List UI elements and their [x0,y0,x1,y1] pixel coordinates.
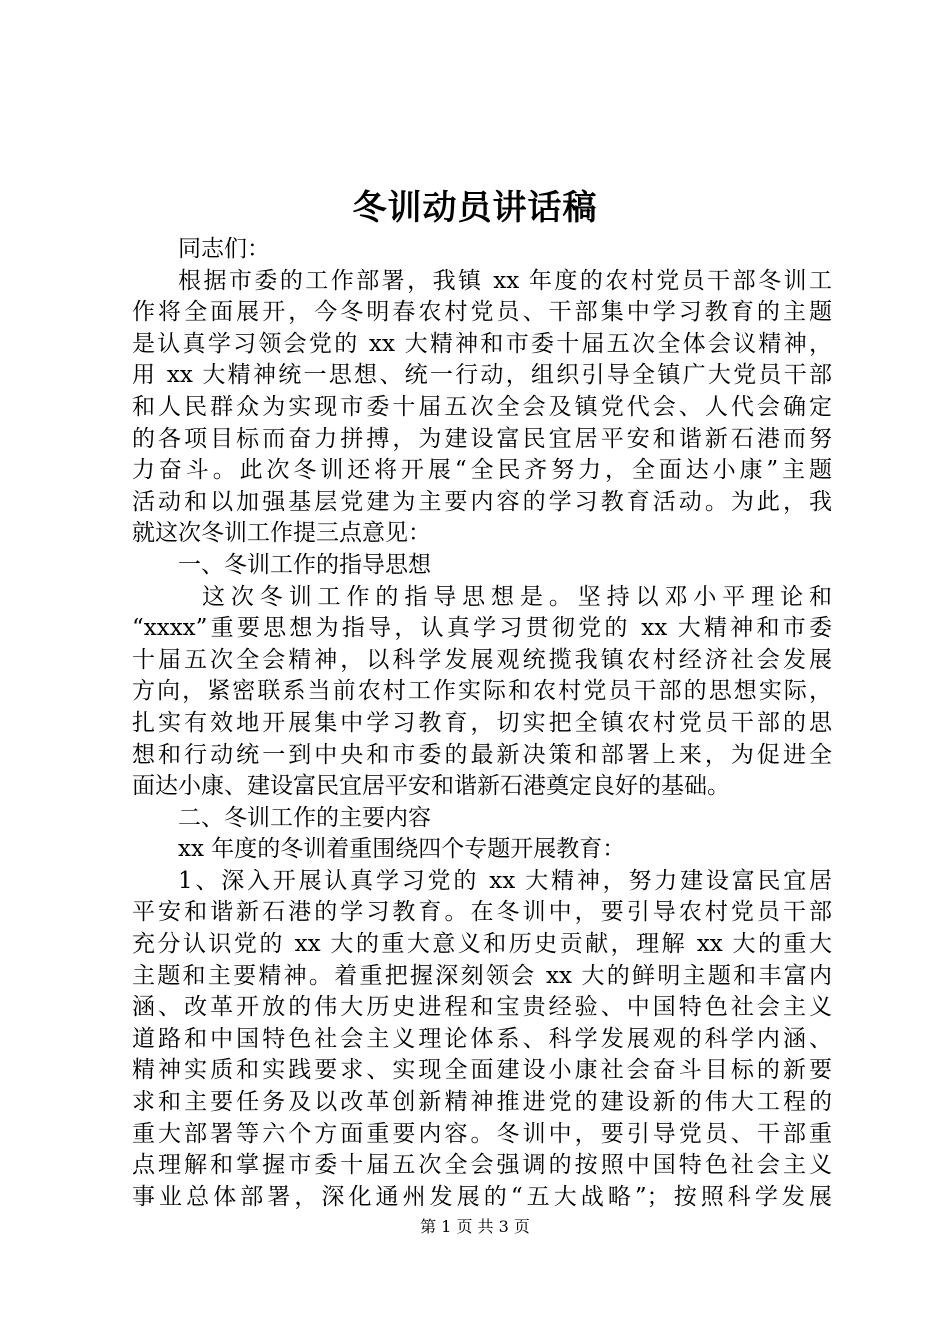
section-heading: 一、冬训工作的指导思想 [178,551,431,578]
text-line: 用 xx 大精神统一思想、统一行动，组织引导全镇广大党员干部 [132,362,832,389]
text-line: 是认真学习领会党的 xx 大精神和市委十届五次全体会议精神， [132,330,832,357]
text-line: “xxxx”重要思想为指导，认真学习贯彻党的 xx 大精神和市委 [132,615,832,642]
text-line: 作将全面展开，今冬明春农村党员、干部集中学习教育的主题 [132,299,832,326]
text-line: 1、深入开展认真学习党的 xx 大精神，努力建设富民宜居 [178,867,832,894]
text-line: 充分认识党的 xx 大的重大意义和历史贡献，理解 xx 大的重大 [132,931,832,958]
document-title: 冬训动员讲话稿 [352,188,598,228]
text-line: 就这次冬训工作提三点意见： [132,520,431,547]
text-line: 点理解和掌握市委十届五次全会强调的按照中国特色社会主义 [132,1152,832,1179]
text-line: 同志们： [178,236,270,262]
text-line: 精神实质和实践要求、实现全面建设小康社会奋斗目标的新要 [132,1057,832,1084]
text-line: 十届五次全会精神，以科学发展观统揽我镇农村经济社会发展 [132,646,832,673]
text-line: 平安和谐新石港的学习教育。在冬训中，要引导农村党员干部 [132,899,832,926]
text-line: xx 年度的冬训着重围绕四个专题开展教育： [178,836,626,863]
text-line: 力奋斗。此次冬训还将开展“全民齐努力，全面达小康”主题 [132,457,832,484]
text-line: 重大部署等六个方面重要内容。冬训中，要引导党员、干部重 [132,1120,832,1147]
section-heading: 二、冬训工作的主要内容 [178,804,431,831]
text-line: 主题和主要精神。着重把握深刻领会 xx 大的鲜明主题和丰富内 [132,962,832,989]
text-line: 扎实有效地开展集中学习教育，切实把全镇农村党员干部的思 [132,709,832,736]
text-line: 道路和中国特色社会主义理论体系、科学发展观的科学内涵、 [132,1025,832,1052]
page-number: 第 1 页 共 3 页 [420,1217,530,1236]
text-line: 活动和以加强基层党建为主要内容的学习教育活动。为此，我 [132,488,832,515]
text-line: 根据市委的工作部署，我镇 xx 年度的农村党员干部冬训工 [178,267,832,294]
text-line: 的各项目标而奋力拼搏，为建设富民宜居平安和谐新石港而努 [132,425,832,452]
text-line: 和人民群众为实现市委十届五次全会及镇党代会、人代会确定 [132,393,832,420]
text-line: 求和主要任务及以改革创新精神推进党的建设新的伟大工程的 [132,1089,832,1116]
text-line: 涵、改革开放的伟大历史进程和宝贵经验、中国特色社会主义 [132,994,832,1021]
text-line: 想和行动统一到中央和市委的最新决策和部署上来，为促进全 [132,741,832,768]
document-body [132,234,832,1213]
text-line: 这次冬训工作的指导思想是。坚持以邓小平理论和 [202,583,832,610]
text-line: 面达小康、建设富民宜居平安和谐新石港奠定良好的基础。 [132,773,730,800]
text-line: 事业总体部署，深化通州发展的“五大战略”；按照科学发展 [132,1183,832,1210]
text-line: 方向，紧密联系当前农村工作实际和农村党员干部的思想实际， [132,678,832,705]
